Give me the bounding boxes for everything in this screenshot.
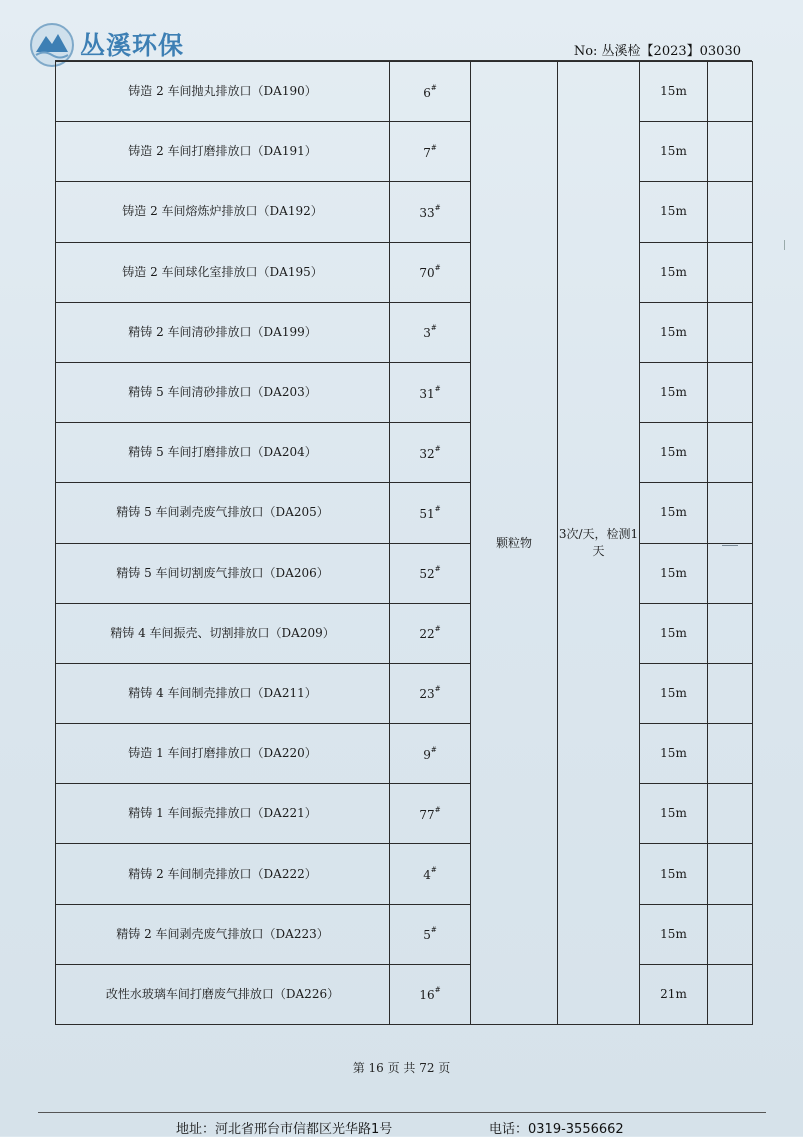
outlet-name-cell: 精铸 5 车间剥壳废气排放口（DA205）	[56, 483, 390, 543]
table-row	[56, 603, 753, 663]
outlet-name-cell: 精铸 2 车间制壳排放口（DA222）	[56, 844, 390, 904]
outlet-number: 23	[419, 687, 435, 702]
footer-rule	[38, 1112, 766, 1113]
table-row	[56, 302, 753, 362]
outlet-number-suffix: #	[434, 264, 441, 273]
outlet-number: 77	[419, 807, 435, 822]
outlet-number-cell	[390, 543, 471, 603]
outlet-name-cell: 精铸 1 车间振壳排放口（DA221）	[56, 784, 390, 844]
outlet-number-suffix: #	[430, 143, 437, 152]
outlet-name-cell: 铸造 2 车间熔炼炉排放口（DA192）	[56, 182, 390, 242]
outlet-name-cell: 铸造 2 车间打磨排放口（DA191）	[56, 122, 390, 182]
edge-mark	[784, 240, 793, 250]
stack-height-cell: 15m	[640, 362, 708, 422]
table-row	[56, 423, 753, 483]
table-row	[56, 724, 753, 784]
stack-height-cell: 15m	[640, 122, 708, 182]
table-row	[56, 242, 753, 302]
outlet-number-suffix: #	[434, 444, 441, 453]
outlet-number-cell	[390, 904, 471, 964]
empty-cell	[708, 964, 753, 1024]
stack-height-cell: 15m	[640, 543, 708, 603]
stack-height-cell: 15m	[640, 62, 708, 122]
stack-height-cell: 15m	[640, 423, 708, 483]
outlet-number: 4	[423, 868, 431, 883]
stack-height-cell: 15m	[640, 483, 708, 543]
stack-height-cell: 15m	[640, 904, 708, 964]
table-row	[56, 62, 753, 122]
stack-height-cell: 21m	[640, 964, 708, 1024]
empty-cell	[708, 904, 753, 964]
stack-height-cell: 15m	[640, 302, 708, 362]
table-body	[56, 62, 753, 1025]
outlet-name-cell: 改性水玻璃车间打磨废气排放口（DA226）	[56, 964, 390, 1024]
stack-height-cell: 15m	[640, 663, 708, 723]
outlet-name-cell: 铸造 1 车间打磨排放口（DA220）	[56, 724, 390, 784]
outlet-name-cell: 铸造 2 车间球化室排放口（DA195）	[56, 242, 390, 302]
outlet-number: 9	[423, 747, 431, 762]
empty-cell	[708, 784, 753, 844]
outlet-number: 3	[423, 326, 431, 341]
table-row	[56, 663, 753, 723]
test-item-cell: 颗粒物	[471, 62, 558, 1025]
empty-cell	[708, 302, 753, 362]
outlet-number: 16	[419, 988, 435, 1003]
stack-height-cell: 15m	[640, 603, 708, 663]
outlet-number-cell	[390, 724, 471, 784]
outlet-number-suffix: #	[434, 504, 441, 513]
outlet-number-suffix: #	[434, 986, 441, 995]
table-row	[56, 122, 753, 182]
outlet-number-suffix: #	[434, 565, 441, 574]
outlet-number-suffix: #	[434, 805, 441, 814]
outlet-name-cell: 精铸 5 车间切割废气排放口（DA206）	[56, 543, 390, 603]
empty-cell	[708, 362, 753, 422]
outlet-name-cell: 铸造 2 车间抛丸排放口（DA190）	[56, 62, 390, 122]
outlet-number: 5	[423, 928, 431, 943]
emission-outlets-table	[55, 61, 753, 1025]
outlet-number-cell	[390, 362, 471, 422]
empty-cell	[708, 543, 753, 603]
outlet-number: 52	[419, 567, 435, 582]
outlet-number-suffix: #	[434, 625, 441, 634]
outlet-name-cell: 精铸 4 车间振壳、切割排放口（DA209）	[56, 603, 390, 663]
table-row	[56, 483, 753, 543]
empty-cell	[708, 663, 753, 723]
outlet-number-cell	[390, 964, 471, 1024]
outlet-number-suffix: #	[430, 745, 437, 754]
outlet-number-suffix: #	[434, 384, 441, 393]
outlet-number-cell	[390, 844, 471, 904]
empty-cell	[708, 62, 753, 122]
empty-cell	[708, 242, 753, 302]
table-row	[56, 844, 753, 904]
empty-cell	[708, 603, 753, 663]
empty-cell	[708, 122, 753, 182]
outlet-number-suffix: #	[430, 83, 437, 92]
outlet-number-suffix: #	[434, 203, 441, 212]
outlet-number-suffix: #	[430, 866, 437, 875]
outlet-number: 31	[419, 386, 435, 401]
outlet-name-cell: 精铸 5 车间打磨排放口（DA204）	[56, 423, 390, 483]
outlet-number-suffix: #	[434, 685, 441, 694]
outlet-number: 6	[423, 85, 431, 100]
stack-height-cell: 15m	[640, 242, 708, 302]
table-row	[56, 543, 753, 603]
outlet-number-cell	[390, 242, 471, 302]
outlet-number-cell	[390, 663, 471, 723]
table-row	[56, 964, 753, 1024]
empty-cell	[708, 483, 753, 543]
outlet-number: 51	[419, 506, 435, 521]
table-row	[56, 362, 753, 422]
stack-height-cell: 15m	[640, 784, 708, 844]
outlet-number-cell	[390, 784, 471, 844]
outlet-number-suffix: #	[430, 324, 437, 333]
stack-height-cell: 15m	[640, 844, 708, 904]
outlet-name-cell: 精铸 4 车间制壳排放口（DA211）	[56, 663, 390, 723]
page-number: 第 16 页 共 72 页	[352, 1061, 451, 1075]
empty-cell	[708, 844, 753, 904]
outlet-name-cell: 精铸 2 车间剥壳废气排放口（DA223）	[56, 904, 390, 964]
stack-height-cell: 15m	[640, 724, 708, 784]
footer-phone: 电话：0319-3556662	[489, 1122, 624, 1137]
empty-cell	[708, 724, 753, 784]
empty-cell	[708, 182, 753, 242]
outlet-number: 22	[419, 627, 435, 642]
outlet-number: 32	[419, 446, 435, 461]
test-frequency-cell: 3次/天，检测1天	[558, 62, 640, 1025]
table-row	[56, 182, 753, 242]
footer-address: 地址：河北省邢台市信都区光华路1号	[176, 1122, 393, 1137]
margin-tick	[722, 545, 738, 546]
outlet-number: 70	[419, 266, 435, 281]
outlet-number-cell	[390, 122, 471, 182]
logo-text: 丛溪环保	[80, 31, 185, 60]
table-row	[56, 784, 753, 844]
outlet-name-cell: 精铸 2 车间清砂排放口（DA199）	[56, 302, 390, 362]
stack-height-cell: 15m	[640, 182, 708, 242]
outlet-number: 7	[423, 145, 431, 160]
outlet-number-cell	[390, 603, 471, 663]
outlet-number-suffix: #	[430, 926, 437, 935]
outlet-number: 33	[419, 205, 435, 220]
empty-cell	[708, 423, 753, 483]
outlet-number-cell	[390, 182, 471, 242]
report-number: No: 丛溪检【2023】03030	[573, 44, 741, 59]
outlet-number-cell	[390, 423, 471, 483]
outlet-name-cell: 精铸 5 车间清砂排放口（DA203）	[56, 362, 390, 422]
table-row	[56, 904, 753, 964]
outlet-number-cell	[390, 62, 471, 122]
outlet-number-cell	[390, 302, 471, 362]
outlet-number-cell	[390, 483, 471, 543]
